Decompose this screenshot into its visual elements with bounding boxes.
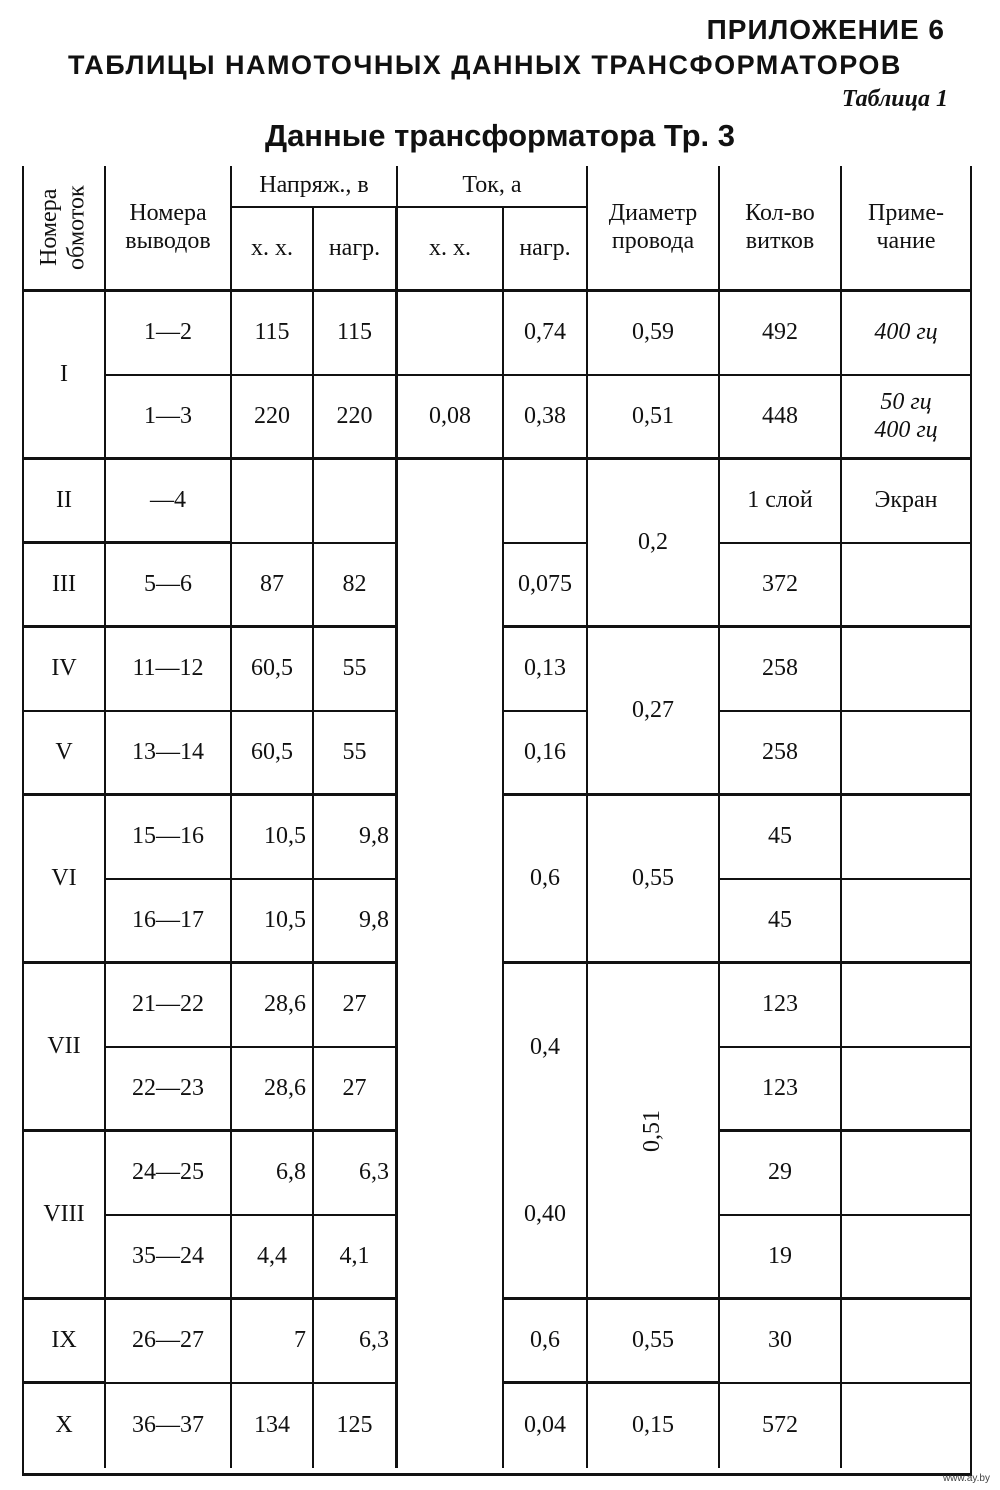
- note-cell: [842, 1132, 972, 1216]
- voltage-load-cell: 6,3: [314, 1300, 398, 1384]
- header-current: Ток, а: [398, 166, 588, 208]
- current-load-cell: 0,6: [504, 1300, 588, 1384]
- diameter-cell: 0,15: [588, 1384, 720, 1468]
- note-cell: [842, 628, 972, 712]
- diameter-cell: 0,27: [588, 628, 720, 796]
- note-cell: 400 гц: [842, 292, 972, 376]
- winding-VIII: VIII: [22, 1132, 106, 1300]
- voltage-load-cell: 220: [314, 376, 398, 460]
- header-voltage-load: нагр.: [314, 208, 398, 292]
- voltage-nl-cell: 60,5: [232, 712, 314, 796]
- note-cell: [842, 1048, 972, 1132]
- current-load-cell: 0,13: [504, 628, 588, 712]
- voltage-nl-cell: 4,4: [232, 1216, 314, 1300]
- current-load-cell: [504, 460, 588, 544]
- current-load-cell: 0,6: [504, 796, 588, 964]
- note-cell: [842, 964, 972, 1048]
- winding-VI: VI: [22, 796, 106, 964]
- table-title: Данные трансформатора Тр. 3: [264, 118, 736, 153]
- turns-cell: 29: [720, 1132, 842, 1216]
- winding-II: II: [22, 460, 106, 544]
- note-cell: [842, 1216, 972, 1300]
- turns-cell: 123: [720, 964, 842, 1048]
- terminals-cell: 16—17: [106, 880, 232, 964]
- turns-cell: 19: [720, 1216, 842, 1300]
- voltage-nl-cell: 10,5: [232, 796, 314, 880]
- current-load-cell: 0,04: [504, 1384, 588, 1468]
- turns-cell: 258: [720, 628, 842, 712]
- header-winding-label: Номера обмоток: [36, 185, 90, 270]
- turns-cell: 45: [720, 880, 842, 964]
- terminals-cell: 15—16: [106, 796, 232, 880]
- diameter-cell: 0,55: [588, 1300, 720, 1384]
- terminals-cell: —4: [106, 460, 232, 544]
- terminals-cell: 1—2: [106, 292, 232, 376]
- turns-cell: 492: [720, 292, 842, 376]
- turns-cell: 45: [720, 796, 842, 880]
- voltage-load-cell: 6,3: [314, 1132, 398, 1216]
- header-current-load: нагр.: [504, 208, 588, 292]
- turns-cell: 123: [720, 1048, 842, 1132]
- voltage-load-cell: 4,1: [314, 1216, 398, 1300]
- voltage-nl-cell: [232, 460, 314, 544]
- winding-III: III: [22, 544, 106, 628]
- voltage-nl-cell: 134: [232, 1384, 314, 1468]
- voltage-nl-cell: 60,5: [232, 628, 314, 712]
- terminals-cell: 35—24: [106, 1216, 232, 1300]
- diameter-cell: 0,2: [588, 460, 720, 628]
- current-load-cell: 0,74: [504, 292, 588, 376]
- note-cell: [842, 1384, 972, 1468]
- terminals-cell: 22—23: [106, 1048, 232, 1132]
- current-load-cell: 0,16: [504, 712, 588, 796]
- voltage-load-cell: 82: [314, 544, 398, 628]
- header-voltage-nl: х. х.: [232, 208, 314, 292]
- voltage-load-cell: 9,8: [314, 880, 398, 964]
- voltage-load-cell: 27: [314, 1048, 398, 1132]
- header-turns: Кол-во витков: [720, 166, 842, 292]
- voltage-nl-cell: 87: [232, 544, 314, 628]
- turns-cell: 258: [720, 712, 842, 796]
- appendix-label: ПРИЛОЖЕНИЕ 6: [706, 14, 945, 45]
- transformer-table: [22, 166, 972, 1470]
- diameter-cell: 0,59: [588, 292, 720, 376]
- voltage-nl-cell: 28,6: [232, 1048, 314, 1132]
- voltage-nl-cell: 220: [232, 376, 314, 460]
- turns-cell: 372: [720, 544, 842, 628]
- diameter-rotated-label: 0,51: [639, 1109, 666, 1152]
- terminals-cell: 26—27: [106, 1300, 232, 1384]
- header-voltage: Напряж., в: [232, 166, 398, 208]
- voltage-nl-cell: 115: [232, 292, 314, 376]
- winding-X: X: [22, 1384, 106, 1468]
- current-load-cell: 0,4: [504, 964, 588, 1132]
- voltage-load-cell: 55: [314, 628, 398, 712]
- header-winding: [22, 166, 106, 292]
- diameter-cell-rotated: [588, 964, 720, 1300]
- voltage-load-cell: 125: [314, 1384, 398, 1468]
- note-cell: 50 гц 400 гц: [842, 376, 972, 460]
- current-load-cell: 0,075: [504, 544, 588, 628]
- voltage-load-cell: 55: [314, 712, 398, 796]
- turns-cell: 448: [720, 376, 842, 460]
- header-terminals: Номера выводов: [106, 166, 232, 292]
- voltage-nl-cell: 10,5: [232, 880, 314, 964]
- current-load-cell: 0,40: [504, 1132, 588, 1300]
- header-note: Приме- чание: [842, 166, 972, 292]
- voltage-load-cell: 27: [314, 964, 398, 1048]
- diameter-cell: 0,55: [588, 796, 720, 964]
- table-bottom-border: [22, 1468, 972, 1476]
- voltage-nl-cell: 6,8: [232, 1132, 314, 1216]
- note-cell: [842, 544, 972, 628]
- current-nl-cell: 0,08: [398, 376, 504, 460]
- winding-IV: IV: [22, 628, 106, 712]
- note-cell: [842, 880, 972, 964]
- terminals-cell: 21—22: [106, 964, 232, 1048]
- current-nl-cell: [398, 292, 504, 376]
- watermark: www.ay.by: [942, 1473, 990, 1484]
- note-cell: [842, 796, 972, 880]
- voltage-nl-cell: 7: [232, 1300, 314, 1384]
- header-diameter: Диаметр провода: [588, 166, 720, 292]
- terminals-cell: 24—25: [106, 1132, 232, 1216]
- current-nl-empty: [398, 460, 504, 1468]
- winding-VII: VII: [22, 964, 106, 1132]
- table-number: Таблица 1: [841, 86, 948, 112]
- turns-cell: 1 слой: [720, 460, 842, 544]
- terminals-cell: 5—6: [106, 544, 232, 628]
- winding-I: I: [22, 292, 106, 460]
- terminals-cell: 1—3: [106, 376, 232, 460]
- diameter-cell: 0,51: [588, 376, 720, 460]
- winding-IX: IX: [22, 1300, 106, 1384]
- turns-cell: 572: [720, 1384, 842, 1468]
- terminals-cell: 36—37: [106, 1384, 232, 1468]
- terminals-cell: 11—12: [106, 628, 232, 712]
- turns-cell: 30: [720, 1300, 842, 1384]
- voltage-load-cell: [314, 460, 398, 544]
- voltage-load-cell: 9,8: [314, 796, 398, 880]
- note-cell: [842, 712, 972, 796]
- main-title: ТАБЛИЦЫ НАМОТОЧНЫХ ДАННЫХ ТРАНСФОРМАТОРОВ: [68, 50, 902, 80]
- voltage-nl-cell: 28,6: [232, 964, 314, 1048]
- current-load-cell: 0,38: [504, 376, 588, 460]
- header-current-nl: х. х.: [398, 208, 504, 292]
- note-cell: Экран: [842, 460, 972, 544]
- note-cell: [842, 1300, 972, 1384]
- terminals-cell: 13—14: [106, 712, 232, 796]
- voltage-load-cell: 115: [314, 292, 398, 376]
- winding-V: V: [22, 712, 106, 796]
